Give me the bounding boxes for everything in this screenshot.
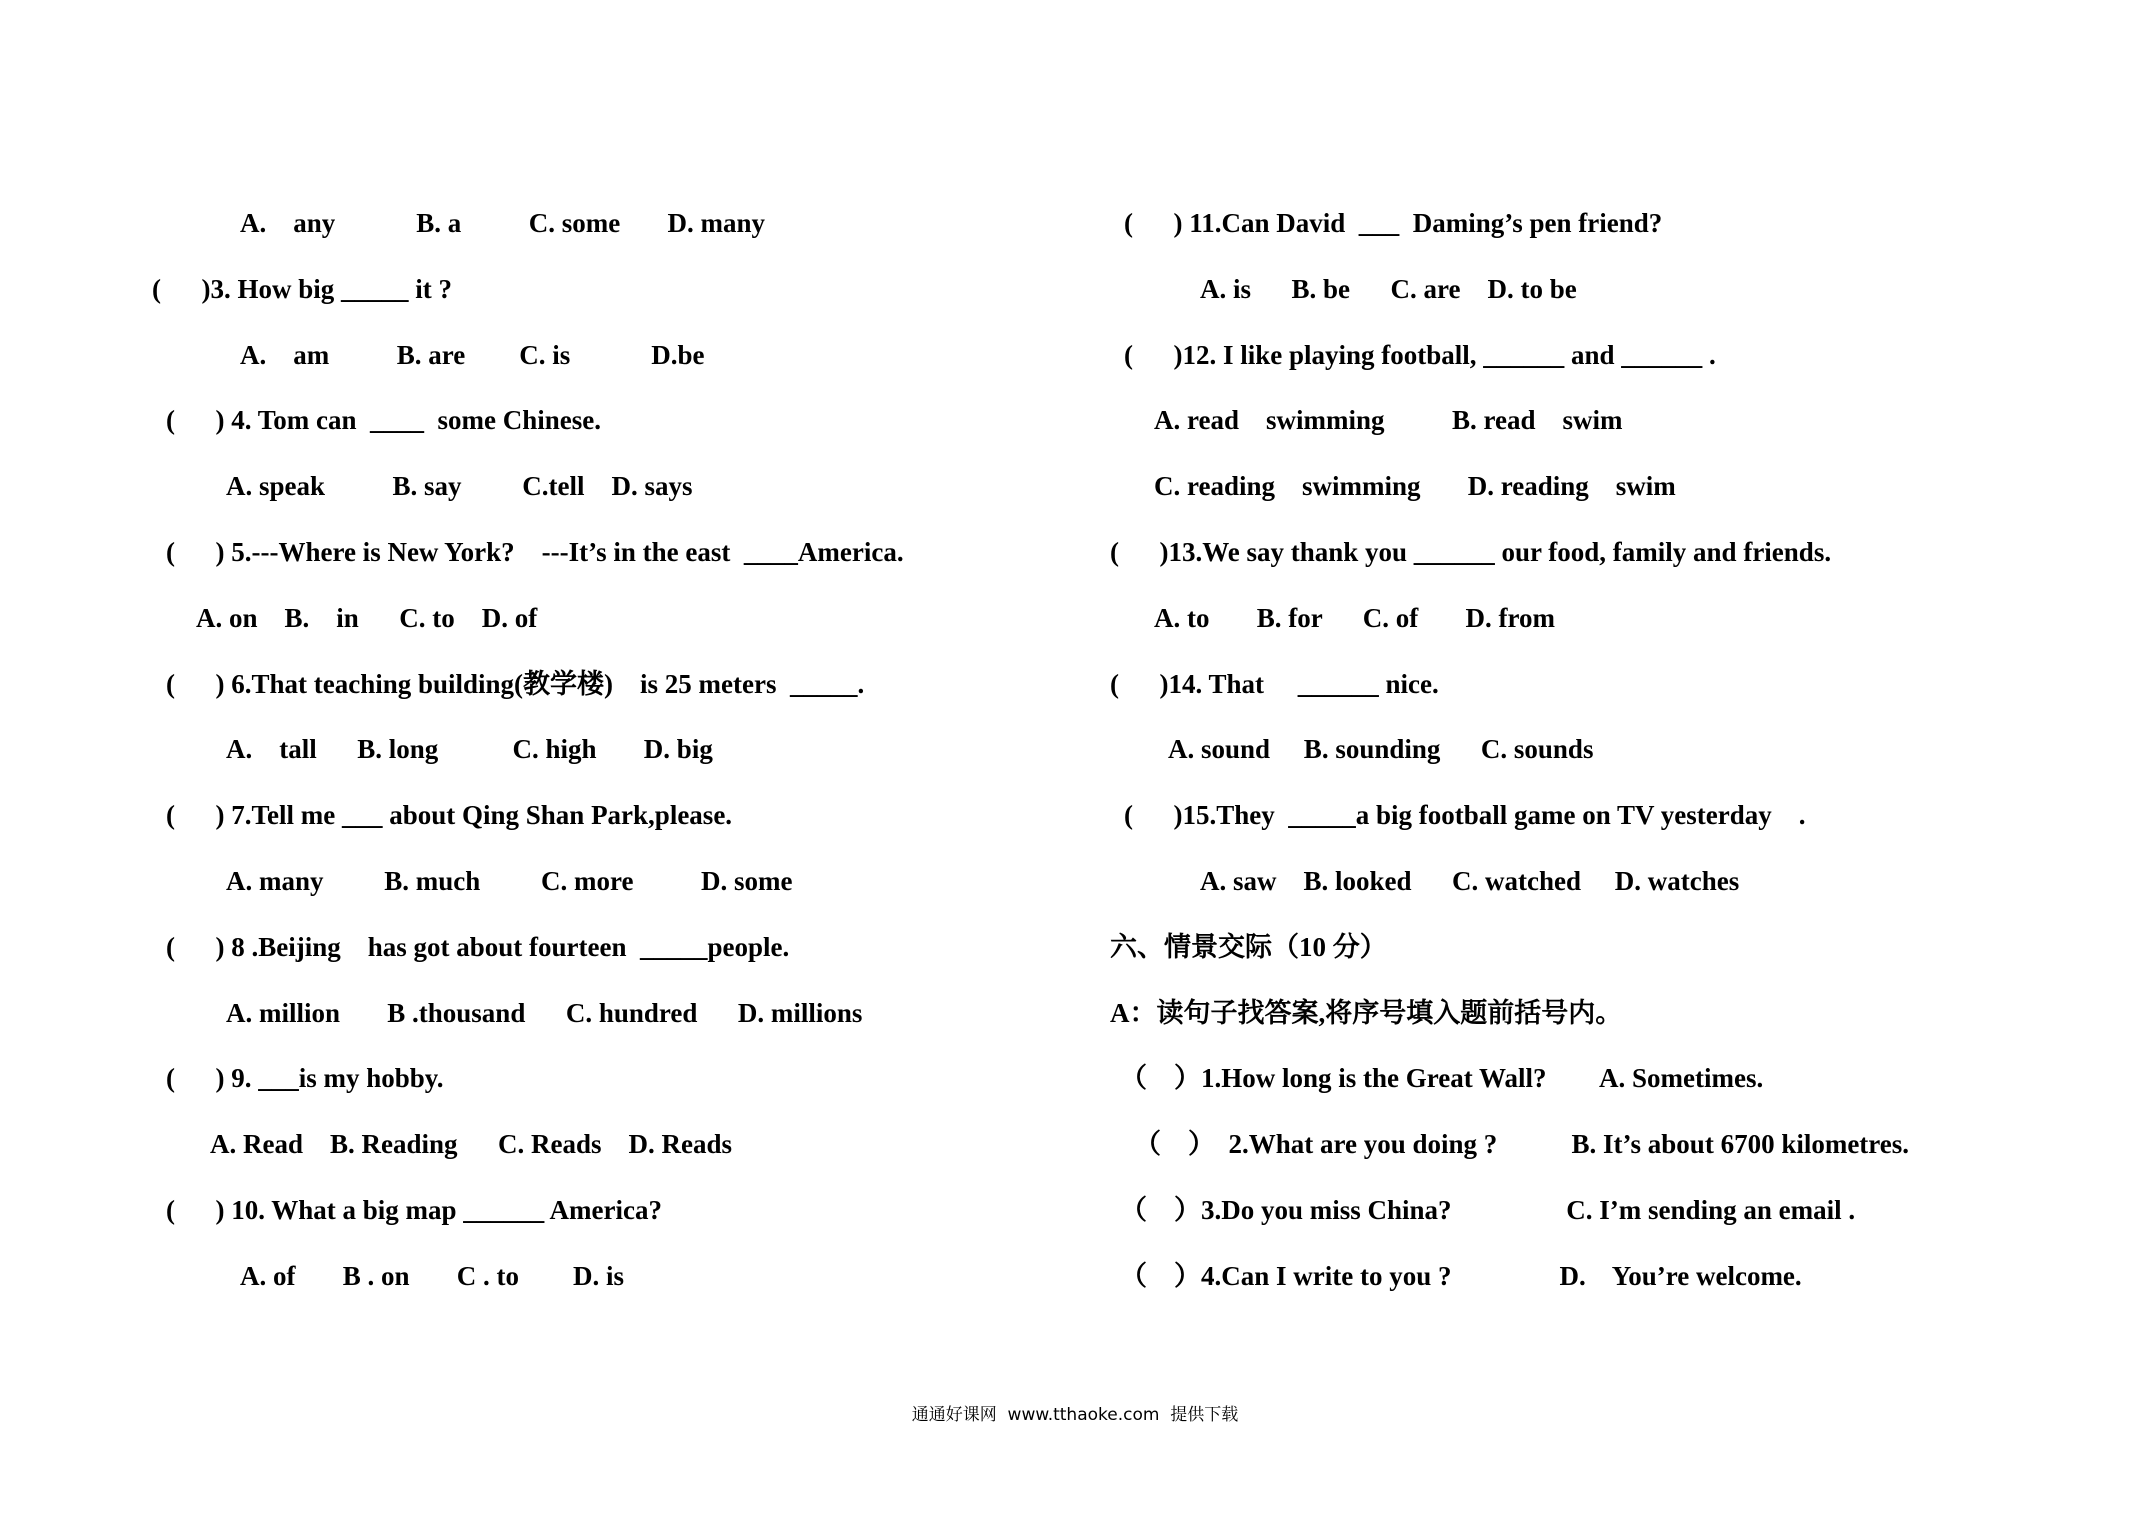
q6-question: ( ) 6.That teaching building(教学楼) is 25 meters _____. — [166, 669, 865, 699]
q3-options: A. am B. are C. is D.be — [240, 340, 705, 370]
q10-options: A. of B . on C . to D. is — [240, 1261, 625, 1291]
q11-question: ( ) 11.Can David ___ Daming’s pen friend? — [1124, 208, 1663, 238]
page-footer: 通通好课网 www.tthaoke.com 提供下载 — [911, 1405, 1239, 1425]
q12-options-ab: A. read swimming B. read swim — [1154, 405, 1623, 435]
q12-options-cd: C. reading swimming D. reading swim — [1154, 471, 1676, 501]
q4-options: A. speak B. say C.tell D. says — [226, 471, 693, 501]
q14-question: ( )14. That ______ nice. — [1110, 669, 1439, 699]
q8-question: ( ) 8 .Beijing has got about fourteen _____people. — [166, 932, 790, 962]
q13-question: ( )13.We say thank you ______ our food, family and friends. — [1110, 537, 1832, 567]
q5-question: ( ) 5.---Where is New York? ---It’s in the east ____America. — [166, 537, 904, 567]
dialog-item-4: （ ）4.Can I write to you ? D. You’re welcome. — [1120, 1261, 1802, 1291]
q3-question: ( )3. How big _____ it ? — [152, 274, 452, 304]
q15-options: A. saw B. looked C. watched D. watches — [1200, 866, 1740, 896]
dialog-item-3: （ ）3.Do you miss China? C. I’m sending an email . — [1120, 1195, 1856, 1225]
q9-options: A. Read B. Reading C. Reads D. Reads — [210, 1129, 733, 1159]
q8-options: A. million B .thousand C. hundred D. millions — [226, 998, 863, 1028]
q2-options: A. any B. a C. some D. many — [240, 208, 766, 238]
q7-options: A. many B. much C. more D. some — [226, 866, 793, 896]
q13-options: A. to B. for C. of D. from — [1154, 603, 1555, 633]
q12-question: ( )12. I like playing football, ______ and ______ . — [1124, 340, 1716, 370]
dialog-item-1: （ ）1.How long is the Great Wall? A. Sometimes. — [1120, 1063, 1764, 1093]
dialog-item-2: （ ） 2.What are you doing ? B. It’s about 6700 kilometres. — [1134, 1129, 1910, 1159]
section-6a-instructions: A：读句子找答案,将序号填入题前括号内。 — [1110, 998, 1623, 1028]
q14-options: A. sound B. sounding C. sounds — [1168, 734, 1594, 764]
q6-options: A. tall B. long C. high D. big — [226, 734, 713, 764]
q9-question: ( ) 9. ___is my hobby. — [166, 1063, 444, 1093]
q11-options: A. is B. be C. are D. to be — [1200, 274, 1577, 304]
q10-question: ( ) 10. What a big map ______ America? — [166, 1195, 662, 1225]
section-6-heading: 六、情景交际（10 分） — [1110, 932, 1387, 962]
q7-question: ( ) 7.Tell me ___ about Qing Shan Park,please. — [166, 800, 733, 830]
q5-options: A. on B. in C. to D. of — [196, 603, 538, 633]
q4-question: ( ) 4. Tom can ____ some Chinese. — [166, 405, 602, 435]
q15-question: ( )15.They _____a big football game on TV yesterday . — [1124, 800, 1806, 830]
